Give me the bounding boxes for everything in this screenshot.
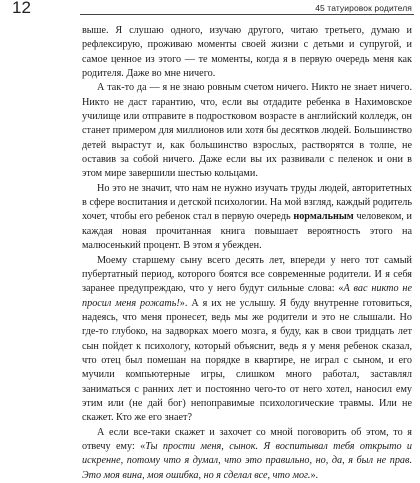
- paragraph-4: Моему старшему сыну всего десять лет, впереди у него тот самый пубертатный период, которого боятся все современные родители. И я себя заранее предупреждаю, что у него будут сильные слова: «А вас никто не просил меня рожать!». А я их не услышу. Я буду внутренне готовиться, надеясь, что меня пронесет, ведь мы же родители и это не слышали. Но где-то глубоко, на задворках моего мозга, я буду, как в свои тридцать лет сын пойдет к психологу, который объяснит, ведь я у меня ребенок сказал, что отец был помешан на порядке в квартире, не играл с сыном, и его мучили компьютерные игры, слишком много работал, заставлял заниматься с ранних лет и постоянно чего-то от него хотел, наносил ему этим или (не дай бог) непоправимые психологические травмы. Или не скажет. Кто же его знает?: [82, 254, 413, 424]
- italic-quote: Ты прости меня, сынок. Я воспитывал тебя открыто и искренне, потому что я думал, что это правильно, но, да, я был не прав. Это моя вина, моя ошибка, но я сделал все, что мог.: [82, 440, 413, 481]
- body-text: [82, 24, 412, 483]
- page-number: 12: [12, 0, 31, 17]
- paragraph-2: А так-то да — я не знаю ровным счетом ничего. Никто не знает ничего. Никто не даст гарантию, что, если вы отдадите ребенка в Нахимовское училище или отправите в подростковом возрасте в английский колледж, он станет примером для миллионов или хотя бы десятков людей. Большинство детей вырастут и, как большинство взрослых, растворятся в толпе, не оставив за собой ничего. Даже если вы их развивали с пеленок и они в этом мире завершили шестью кольцами.: [82, 82, 412, 180]
- bold-word: нормальным: [293, 211, 354, 223]
- paragraph-3: Но это не значит, что нам не нужно изучать труды людей, авторитетных в сфере воспитания и детской психологии. На мой взгляд, каждый родитель хочет, чтобы его ребенок стал в первую очередь нормальным человеком, и каждая новая прочитанная книга повышает вероятность этого на малюсенький процент. В этом я убежден.: [82, 182, 412, 252]
- italic-quote: А вас никто не просил меня рожать!: [82, 283, 412, 309]
- paragraph-5: А если все-таки скажет и захочет со мной поговорить об этом, то я отвечу ему: «Ты прости меня, сынок. Я воспитывал тебя открыто и искренне, потому что я думал, что это правильно, но, да, я был не прав. Это моя вина, моя ошибка, но я сделал все, что мог.».: [82, 426, 413, 481]
- paragraph-1: выше. Я слушаю одного, изучаю другого, читаю третьего, думаю и рефлексирую, проживаю моменты своей жизни с детьми и супругой, и самое ценное из этого — те моменты, когда я в первую очередь меня как родителя. Даже во мне ничего.: [82, 25, 412, 80]
- header-rule: [80, 14, 414, 15]
- running-title: 45 татуировок родителя: [315, 3, 412, 13]
